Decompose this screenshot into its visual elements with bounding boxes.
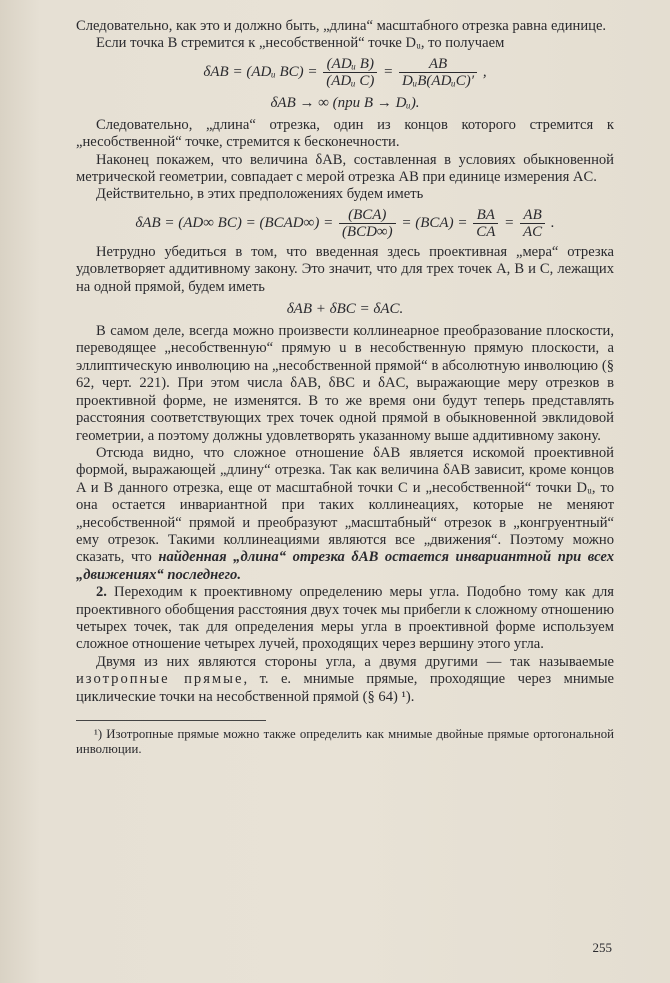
footnote-divider xyxy=(76,720,266,721)
formula-1-frac-2 xyxy=(399,56,477,89)
paragraph-8-emphasis: найденная „длина“ отрезка δAB остается инвариантной при всех „движениях“ последнего. xyxy=(76,549,615,583)
paragraph-10-spaced-term: изотропные прямые xyxy=(76,671,244,688)
formula-3 xyxy=(76,207,614,240)
formula-3-frac-1-den: (BCD∞) xyxy=(341,223,393,240)
formula-3-frac-3-den: AC xyxy=(523,223,543,240)
formula-1-frac-2-num: AB xyxy=(399,56,477,73)
paragraph-6: Нетрудно убедиться в том, что введенная здесь проективная „мера“ отрезка удовлетворяет аддитивному закону. Это значит, что для трех точек A, B и C, лежащих на одной прямой, будем иметь xyxy=(76,243,614,295)
formula-3-frac-2-den: CA xyxy=(476,223,496,240)
formula-1-end: , xyxy=(482,63,487,80)
paragraph-2: Если точка B стремится к „несобственной“ точке Dᵤ, то получаем xyxy=(96,35,505,52)
formula-3-eq-1: = (BCA) = xyxy=(401,214,468,231)
page-number: 255 xyxy=(592,940,612,955)
formula-3-frac-1 xyxy=(339,207,396,240)
formula-4: δAB + δBC = δAC. xyxy=(286,301,404,318)
paragraph-8-text: Отсюда видно, что сложное отношение δAB является искомой проективной формой, выражающей „длину“ отрезка. Так как величина δAB зависит, кроме концов A и B данного отрезка, еще от масштабной точки C и „несобственной“ точки Dᵤ, то она остается инвариантной при таких коллинеациях, которые не меняют „несобственной“ прямой и преобразуют „масштабный“ отрезок в „конгруентный“ ему отрезок. Такими коллинеациями являются все „движения“. Поэтому можно сказать, что xyxy=(76,444,614,566)
formula-1 xyxy=(76,56,614,89)
paragraph-4: Наконец покажем, что величина δAB, составленная в условиях обыкновенной метрической геометрии, совпадает с мерой отрезка AB при единице измерения AC. xyxy=(76,151,614,186)
paragraph-3: Следовательно, „длина“ отрезка, один из концов которого стремится к „несобственной“ точке, стремится к бесконечности. xyxy=(76,116,614,151)
formula-2: δAB → ∞ (при B → Dᵤ). xyxy=(270,94,420,111)
paragraph-5: Действительно, в этих предположениях будем иметь xyxy=(96,186,424,203)
formula-3-frac-1-num: (BCA) xyxy=(339,207,396,224)
formula-3-frac-3-num: AB xyxy=(520,207,545,224)
paragraph-10-text-a: Двумя из них являются стороны угла, а двумя другими — так называемые xyxy=(96,653,614,670)
paragraph-8 xyxy=(76,445,614,584)
paragraph-9 xyxy=(76,584,614,654)
paragraph-9-text: Переходим к проективному определению меры угла. Подобно тому как для проективного обобщения расстояния двух точек мы прибегли к сложному отношению четырех точек, так для определения меры угла в проективной форме используем сложное отношение четырех лучей, проходящих через вершину этого угла. xyxy=(76,584,614,653)
section-number: 2. xyxy=(96,584,107,601)
formula-3-end: . xyxy=(550,214,555,231)
paragraph-7: В самом деле, всегда можно произвести коллинеарное преобразование плоскости, переводящее „несобственную“ прямую u в несобственную прямую плоскости, а эллиптическую инволюцию на „несобственной прямой“ в абсолютную инволюцию (§ 62, черт. 221). При этом числа δAB, δBC и δAC, выражающие меру отрезков в проективной форме, не изменятся. В то же время они будут теперь представлять расстояния соответствующих трех точек одной прямой в обыкновенной эвклидовой геометрии, а поэтому должны удовлетворять указанному выше аддитивному закону. xyxy=(76,323,614,444)
formula-1-lhs: δAB = (ADᵤ BC) = xyxy=(203,63,318,80)
formula-3-frac-2-num: BA xyxy=(473,207,498,224)
paragraph-1: Следовательно, как это и должно быть, „длина“ масштабного отрезка равна единице. xyxy=(76,18,607,34)
formula-3-eq-2: = xyxy=(504,214,515,231)
formula-3-frac-3 xyxy=(520,207,545,240)
paragraph-10 xyxy=(76,654,614,706)
formula-3-lhs: δAB = (AD∞ BC) = (BCAD∞) = xyxy=(135,214,334,231)
footnote: ¹) Изотропные прямые можно также определить как мнимые двойные прямые ортогональной инволюции. xyxy=(76,727,614,756)
paragraph-10-text-b: , т. е. мнимые прямые, проходящие через мнимые циклические точки на несобственной прямой (§ 64) ¹). xyxy=(76,671,614,705)
formula-1-frac-2-den: DᵤB(ADᵤC)′ xyxy=(402,72,475,89)
formula-1-frac-1 xyxy=(323,56,377,89)
formula-1-eq: = xyxy=(383,63,394,80)
formula-3-frac-2 xyxy=(473,207,498,240)
formula-1-frac-1-num: (ADᵤ B) xyxy=(323,56,377,73)
formula-1-frac-1-den: (ADᵤ C) xyxy=(326,72,375,89)
